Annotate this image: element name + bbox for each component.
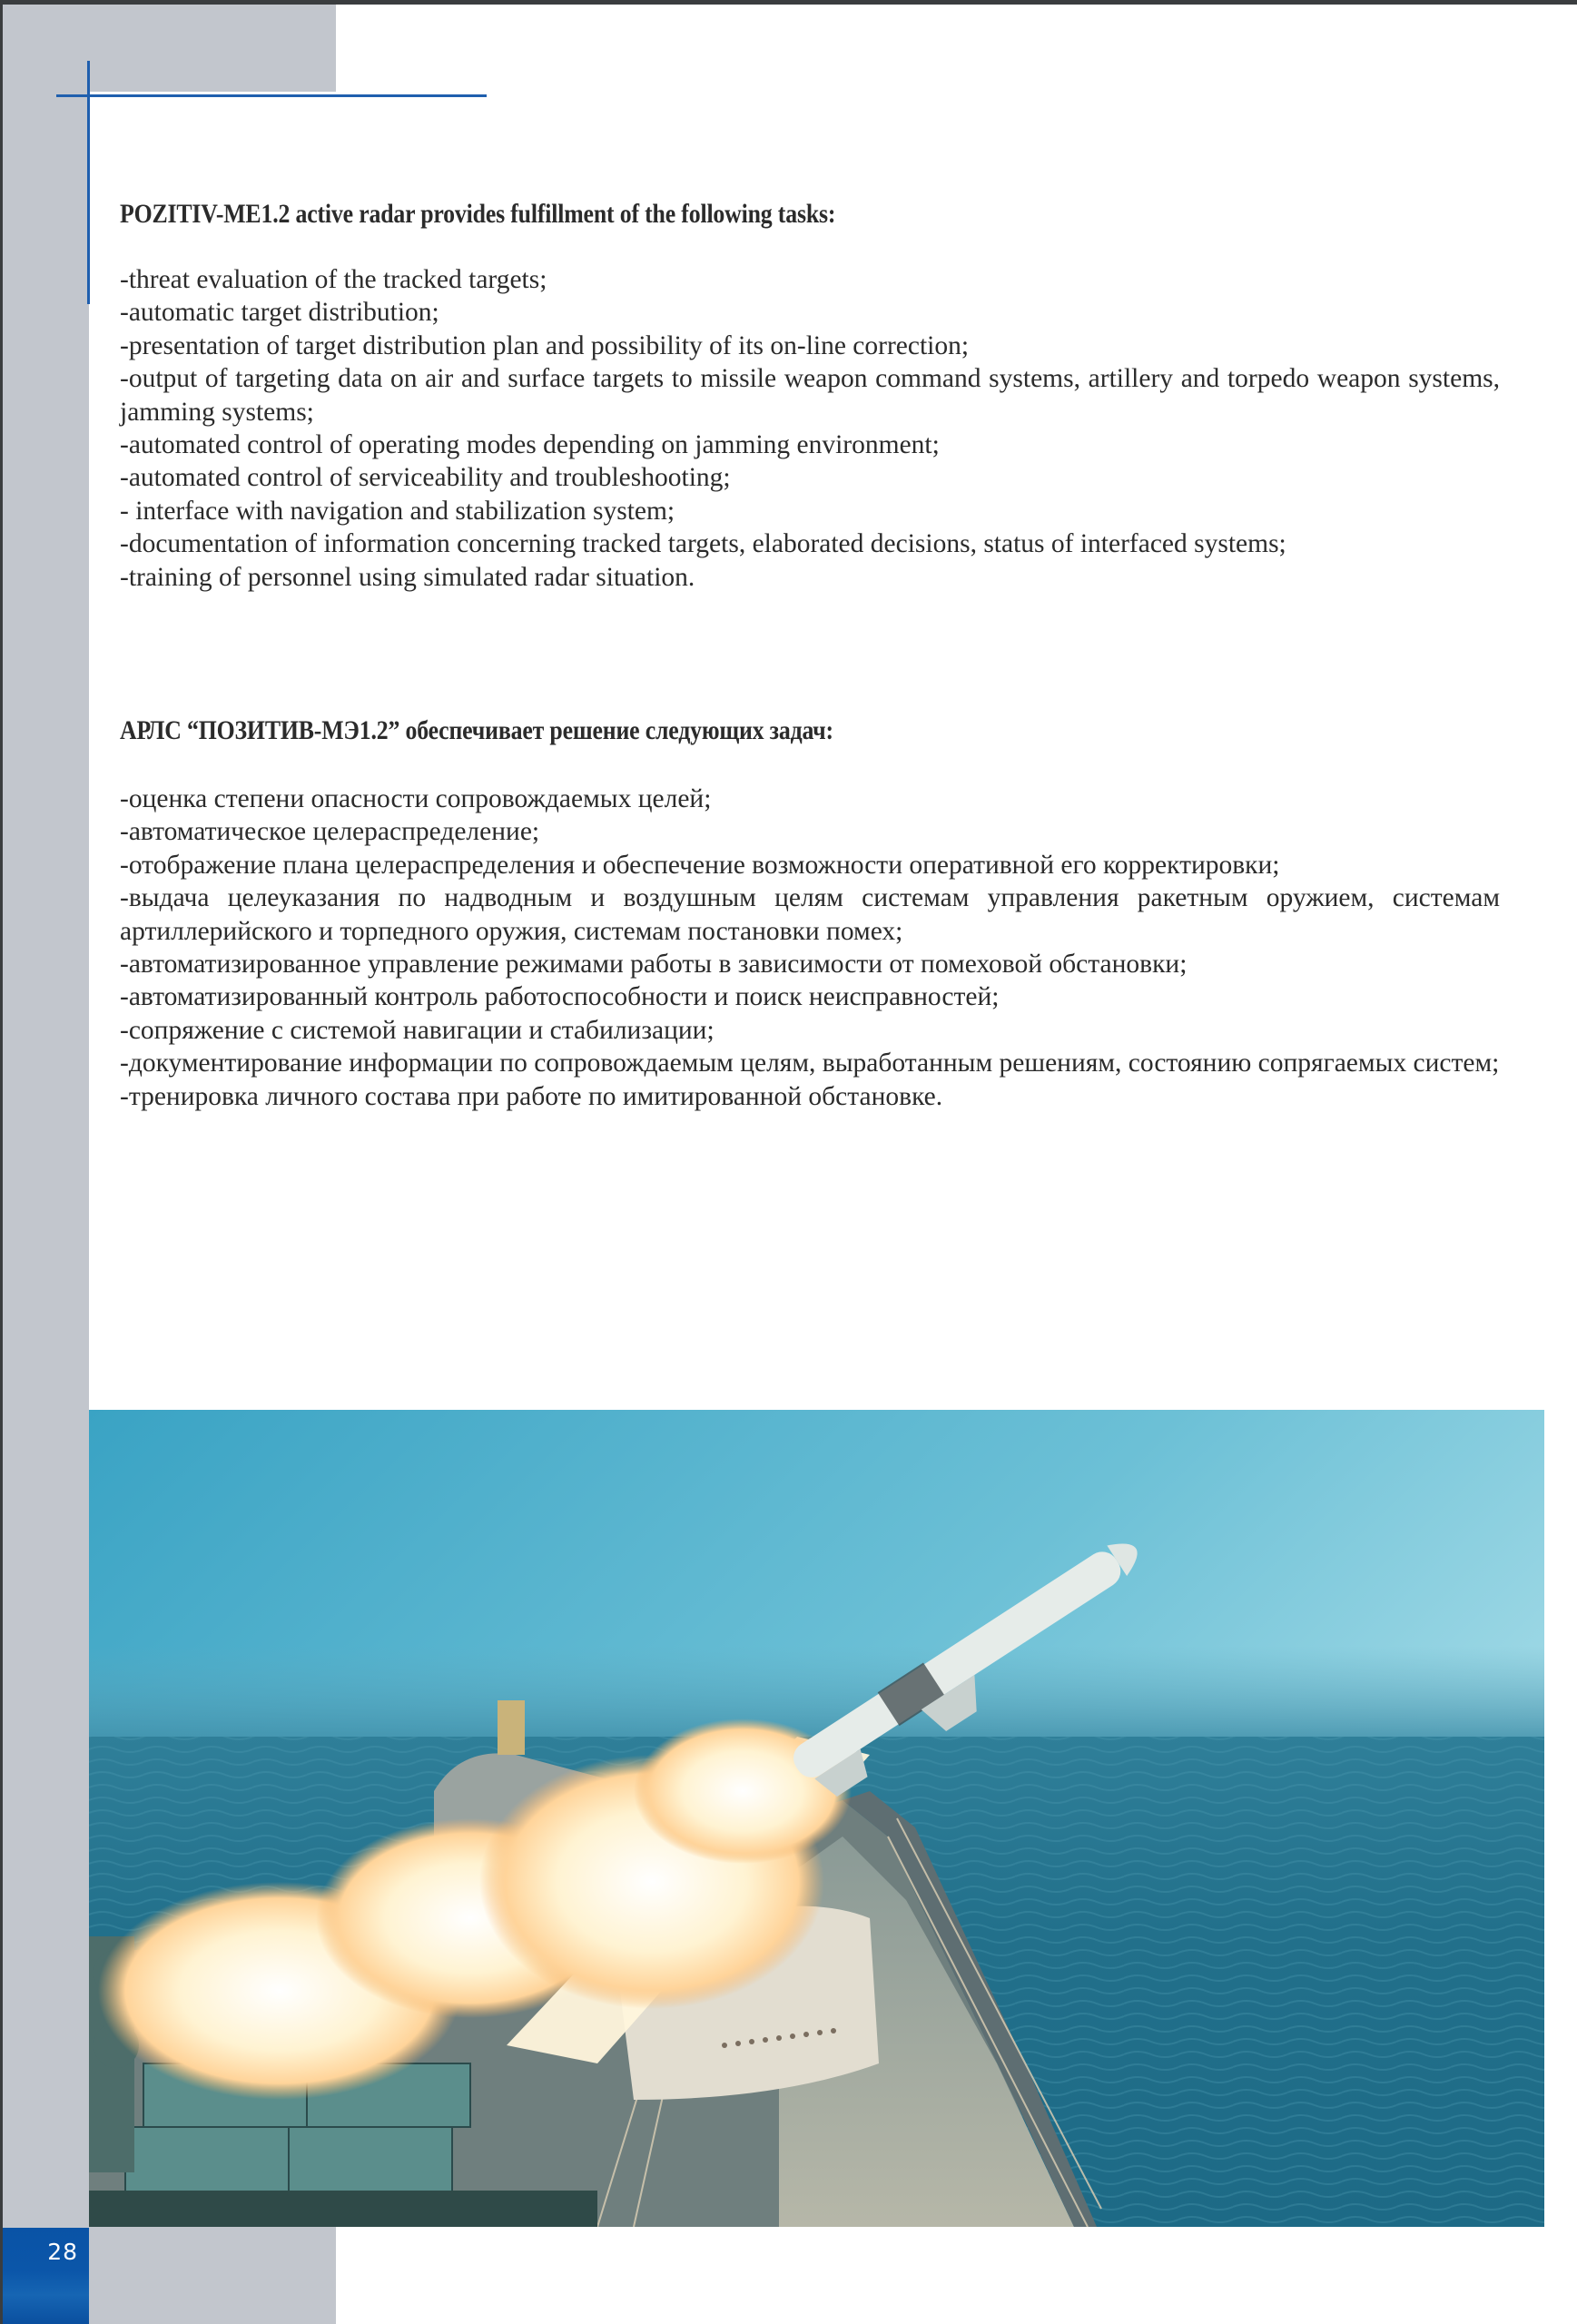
english-task-item: -automated control of operating modes depending on jamming environment; xyxy=(120,430,940,460)
page-number: 28 xyxy=(47,2239,78,2265)
english-task-item: -automatic target distribution; xyxy=(120,298,439,328)
english-section-heading: POZITIV-ME1.2 active radar provides fulfillment of the following tasks: xyxy=(120,199,836,229)
english-task-item: -automated control of serviceability and troubleshooting; xyxy=(120,463,731,493)
russian-task-item: -тренировка личного состава при работе по имитированной обстановке. xyxy=(120,1081,943,1111)
russian-section-heading-wrap xyxy=(120,714,1500,747)
russian-task-item: -выдача целеуказания по надводным и воздушным целям системам управления ракетным оружием, системам артиллерийского и торпедного оружия, системам постановки помех; xyxy=(120,883,1500,946)
english-task-list xyxy=(120,263,1500,594)
russian-task-item: -автоматизированный контроль работоспособности и поиск неисправностей; xyxy=(120,982,1000,1012)
bottom-gray-block xyxy=(89,2227,336,2324)
russian-task-item: -отображение плана целераспределения и обеспечение возможности оперативной его корректировки; xyxy=(120,850,1280,880)
english-task-item: -output of targeting data on air and surface targets to missile weapon command systems, artillery and torpedo weapon systems, jamming systems; xyxy=(120,364,1500,427)
russian-task-list xyxy=(120,783,1500,1113)
russian-task-item: -оценка степени опасности сопровождаемых целей; xyxy=(120,784,712,813)
top-gray-block xyxy=(89,5,336,92)
english-section-heading-wrap xyxy=(120,198,1500,231)
english-task-item: -documentation of information concerning tracked targets, elaborated decisions, status of interfaced systems; xyxy=(120,529,1286,559)
english-task-item: - interface with navigation and stabilization system; xyxy=(120,496,675,526)
english-task-item: -threat evaluation of the tracked targets; xyxy=(120,265,547,294)
decorative-horizontal-rule xyxy=(56,94,487,97)
russian-section-heading: АРЛС “ПОЗИТИВ-МЭ1.2” обеспечивает решение следующих задач: xyxy=(120,715,833,745)
russian-task-item: -сопряжение с системой навигации и стабилизации; xyxy=(120,1015,715,1045)
missile-launch-photo xyxy=(89,1410,1544,2227)
english-task-item: -presentation of target distribution plan and possibility of its on-line correction; xyxy=(120,330,970,360)
page-number-badge xyxy=(3,2228,89,2324)
decorative-vertical-rule xyxy=(87,61,90,304)
russian-task-item: -автоматизированное управление режимами работы в зависимости от помеховой обстановки; xyxy=(120,950,1188,980)
russian-task-item: -автоматическое целераспределение; xyxy=(120,817,540,847)
russian-task-item: -документирование информации по сопровождаемым целям, выработанным решениям, состоянию сопрягаемых систем; xyxy=(120,1049,1500,1078)
left-gray-margin xyxy=(3,5,89,2228)
english-task-item: -training of personnel using simulated radar situation. xyxy=(120,562,695,592)
